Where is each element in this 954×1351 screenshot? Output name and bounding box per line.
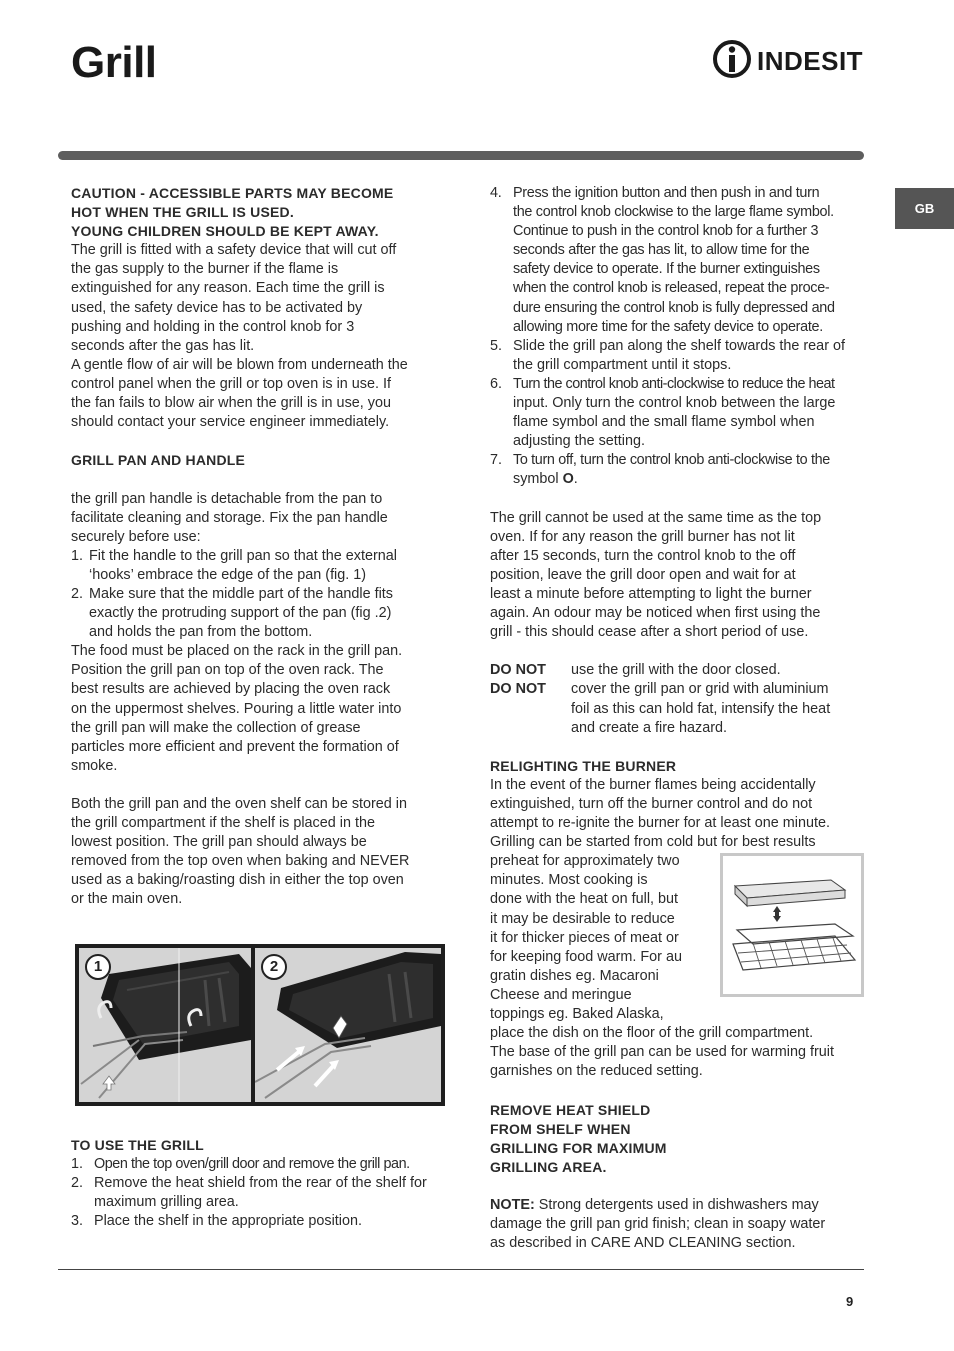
text-line: extinguished, turn off the burner control and do not [490,796,813,812]
text-line: it for thicker pieces of meat or [490,929,679,946]
list-item [71,1155,451,1174]
text-line: preheat for approximately two [490,853,680,870]
text-line: the grill pan will make the collection of grease [71,719,361,736]
step-number: 2. [71,1175,84,1192]
cannot-use-paragraph [490,509,864,643]
grill-pan-figures [75,944,445,1106]
text-line: allowing more time for the safety device to operate. [513,318,823,335]
text-line: The grill cannot be used at the same time as the top [490,509,822,526]
list-item [490,184,864,337]
text-line: the fan fails to blow air when the grill is in use, you [71,395,391,412]
text-line: seconds after the gas has lit. [71,337,255,354]
note-label: NOTE: [490,1196,535,1213]
use-grill-section [71,1136,451,1231]
text-line: maximum grilling area. [94,1194,239,1211]
text-line: facilitate cleaning and storage. Fix the pan handle [71,509,388,526]
step-number: 1. [71,547,84,564]
text-line: best results are achieved by placing the oven rack [71,681,391,698]
text-line: extinguished for any reason. Each time the grill is [71,280,385,297]
text-line: or the main oven. [71,891,183,908]
step-number: 2. [71,585,84,602]
text-line: should contact your service engineer immediately. [71,414,390,431]
do-not-item [490,661,864,680]
left-column [71,184,446,910]
use-grill-heading: TO USE THE GRILL [71,1137,204,1153]
text-line: oven. If for any reason the grill burner has not lit [490,528,795,545]
text-line: Both the grill pan and the oven shelf can be stored in [71,796,408,812]
text-line: as described in CARE AND CLEANING section. [490,1235,796,1252]
list-item [71,1212,451,1231]
text-line: Grilling can be started from cold but for best results [490,834,816,851]
text-line: Place the shelf in the appropriate position. [94,1213,362,1230]
text-line: exactly the protruding support of the pan (fig .2) [89,605,392,622]
page-number: 9 [846,1294,854,1309]
text-line: FROM SHELF WHEN [490,1120,631,1137]
text-line: The base of the grill pan can be used for warming fruit [490,1044,834,1061]
text-line: Cheese and meringue [490,986,632,1003]
text-line: foil as this can hold fat, intensify the heat [571,700,831,717]
text-line: control panel when the grill or top oven is in use. If [71,375,391,392]
pan-intro-paragraph [71,490,446,547]
list-item [490,375,864,451]
list-item [71,585,446,642]
text-line: GRILLING FOR MAXIMUM [490,1139,667,1156]
figure-2 [255,948,441,1102]
text-line: REMOVE HEAT SHIELD [490,1101,651,1118]
figure-2-badge: 2 [261,954,287,980]
text-line: GRILLING AREA. [490,1158,607,1175]
text-line: the gas supply to the burner if the flame is [71,261,339,278]
text-line: gratin dishes eg. Macaroni [490,967,659,984]
relighting-heading: RELIGHTING THE BURNER [490,757,677,774]
text-line: the grill compartment until it stops. [513,356,732,373]
text-line: least a minute before attempting to light the burner [490,585,812,602]
text-line: Turn the control knob anti-clockwise to reduce the heat [513,375,835,392]
text-line: Slide the grill pan along the shelf towards the rear of [513,337,845,354]
step-number: 5. [490,337,503,354]
step-number: 3. [71,1213,84,1230]
text-line: securely before use: [71,528,201,545]
right-column [490,184,864,1253]
text-line: position, leave the grill door open and wait for at [490,566,796,583]
text-line: on the uppermost shelves. Pouring a little water into [71,700,402,717]
safety-paragraph [71,241,446,356]
remove-heat-shield-heading [490,1101,864,1177]
text-line: toppings eg. Baked Alaska, [490,1006,664,1023]
text-line: done with the heat on full, but [490,891,679,908]
text-line: and create a fire hazard. [571,719,727,736]
shelf-diagram [723,856,861,994]
storage-paragraph [71,795,446,910]
text-line: damage the grill pan grid finish; clean in soapy water [490,1216,826,1233]
text-line: used as a baking/roasting dish in either the top oven [71,872,404,889]
text-line [513,470,864,489]
text-line: lowest position. The grill pan should always be [71,834,367,851]
brand-name: INDESIT [757,46,864,76]
text-line: A gentle flow of air will be blown from underneath the [71,356,408,373]
caution-line: HOT WHEN THE GRILL IS USED. [71,204,294,221]
text-line: pushing and holding in the control knob for 3 [71,318,355,335]
step-number: 4. [490,185,502,201]
text-line: it may be desirable to reduce [490,910,675,927]
text-line: particles more efficient and prevent the formation of [71,738,399,755]
text-line: used, the safety device has to be activated by [71,299,363,316]
text-line: Position the grill pan on top of the oven rack. The [71,662,384,679]
do-not-item [490,680,864,737]
text-line [490,1196,864,1215]
text-line: Open the top oven/grill door and remove the grill pan. [94,1156,410,1173]
footer-rule [58,1269,864,1270]
text-line: safety device to operate. If the burner extinguishes [513,261,820,278]
text-line: grill - this should cease after a short period of use. [490,624,809,641]
text-line: removed from the top oven when baking and NEVER [71,853,410,870]
text-line: when the control knob is released, repeat the proce- [513,280,830,297]
page-title: Grill [71,38,157,87]
header-rule [58,151,864,160]
text-line: Remove the heat shield from the rear of the shelf for [94,1175,427,1192]
figure-1-badge: 1 [85,954,111,980]
off-symbol: O [562,471,574,488]
step-number: 6. [490,375,503,392]
caution-line: YOUNG CHILDREN SHOULD BE KEPT AWAY. [71,223,379,240]
text-line: after 15 seconds, turn the control knob to the off [490,547,796,564]
text-line: The grill is fitted with a safety device that will cut off [71,242,397,259]
text-line: use the grill with the door closed. [571,662,781,679]
text-line: To turn off, turn the control knob anti-clockwise to the [513,452,830,469]
language-tab: GB [895,188,954,229]
text-line: garnishes on the reduced setting. [490,1063,703,1080]
text-line: attempt to re-ignite the burner for at least one minute. [490,815,830,832]
text-span: Strong detergents used in dishwashers may [534,1196,819,1213]
grill-pan-heading: GRILL PAN AND HANDLE [71,452,246,469]
grill-steps-list [490,184,864,490]
text-line: input. Only turn the control knob between the large [513,395,836,412]
step-number: 7. [490,452,503,469]
text-line: Press the ignition button and then push in and turn [513,185,820,201]
do-not-label: DO NOT [490,681,546,698]
use-steps-list [71,1155,451,1231]
food-paragraph [71,642,446,776]
text-span: symbol [513,471,563,488]
text-line: the grill compartment if the shelf is placed in the [71,815,375,832]
caution-block [71,184,446,241]
text-line: minutes. Most cooking is [490,872,648,889]
step-number: 1. [71,1156,84,1173]
text-line: and holds the pan from the bottom. [89,624,313,641]
caution-line: CAUTION - ACCESSIBLE PARTS MAY BECOME [71,185,394,201]
text-line: Fit the handle to the grill pan so that the external [89,547,397,564]
airflow-paragraph [71,356,446,432]
relighting-paragraph [490,776,864,1082]
list-item [490,451,864,489]
text-line: dure ensuring the control knob is fully depressed and [513,299,835,316]
text-line: again. An odour may be noticed when first using the [490,605,821,622]
note-paragraph [490,1196,864,1253]
text-line: the grill pan handle is detachable from the pan to [71,490,383,507]
list-item [71,1174,451,1212]
text-line: cover the grill pan or grid with aluminium [571,681,829,698]
logo-mark-icon [712,38,864,80]
text-span: . [573,471,578,488]
figure-1 [79,948,251,1102]
text-line: adjusting the setting. [513,433,646,450]
text-line: In the event of the burner flames being accidentally [490,776,816,793]
text-line: seconds after the gas has lit, to allow time for the [513,242,810,259]
shelf-heat-shield-figure [720,853,864,997]
list-item [71,547,446,585]
pan-steps-list [71,547,446,642]
text-line: Make sure that the middle part of the handle fits [89,585,393,602]
text-line: ‘hooks’ embrace the edge of the pan (fig. 1) [89,566,367,583]
text-line: The food must be placed on the rack in the grill pan. [71,643,403,660]
do-not-label: DO NOT [490,662,546,679]
text-line: flame symbol and the small flame symbol when [513,414,815,431]
indesit-logo [712,38,864,80]
text-line: place the dish on the floor of the grill compartment. [490,1025,814,1042]
text-line: the control knob clockwise to the large flame symbol. [513,204,834,221]
text-line: for keeping food warm. For au [490,948,682,965]
text-line: Continue to push in the control knob for a further 3 [513,223,819,240]
text-line: smoke. [71,757,118,774]
list-item [490,337,864,375]
